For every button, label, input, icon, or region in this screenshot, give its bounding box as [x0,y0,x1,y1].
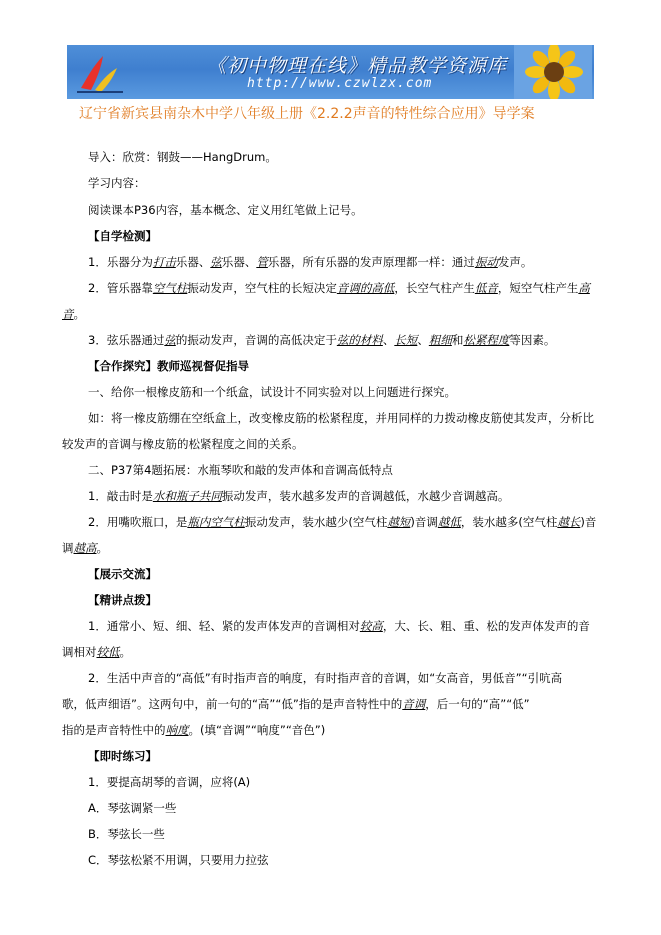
sunflower-image [514,45,592,99]
answer-blank: 音 [62,307,74,321]
task-2-item-1: 1．敲击时是水和瓶子共同振动发声，装水越多发声的音调越低，水越少音调越高。 [88,489,510,503]
answer-blank: 低音 [474,281,498,295]
page-title: 辽宁省新宾县南杂木中学八年级上册《2.2.2声音的特性综合应用》导学案 [79,106,535,122]
answer-blank: 弦的材料 [336,333,383,347]
answer-blank: 粗细 [428,333,452,347]
option-a: A．琴弦调紧一些 [88,801,177,815]
answer-blank: 较低 [96,645,120,659]
key-point-1: 1．通常小、短、细、轻、紧的发声体发声的音调相对较高，大、长、粗、重、松的发声体发声的音 [88,619,590,633]
answer-blank: 越短 [387,515,411,529]
banner-title: 《初中物理在线》精品教学资源库 [207,55,508,77]
reading-instruction: 阅读课本P36内容，基本概念、定义用红笔做上记号。 [88,203,363,217]
banner-url: http://www.czwlzx.com [247,76,433,91]
answer-blank: 高 [578,281,590,295]
answer-blank: 越低 [437,515,461,529]
answer-blank: 较高 [359,619,383,633]
section-cooperative-inquiry: 【合作探究】教师巡视督促指导 [88,359,249,373]
answer-blank: 越高 [73,541,97,555]
section-self-check: 【自学检测】 [88,229,157,243]
inquiry-task-1: 一、给你一根橡皮筋和一个纸盒，试设计不同实验对以上问题进行探究。 [88,385,456,399]
answer-blank: 响度 [165,723,189,737]
item-2-continued: 音。 [62,307,85,321]
inquiry-example-line-1: 如：将一橡皮筋绷在空纸盒上，改变橡皮筋的松紧程度，并用同样的力拨动橡皮筋使其发声，分析比 [88,411,594,425]
item-1-instruments: 1．乐器分为打击乐器、弦乐器、管乐器，所有乐器的发声原理都一样：通过振动发声。 [88,255,533,269]
answer-blank: 音调的高低 [336,281,395,295]
intro-line: 导入：欣赏：钢鼓——HangDrum。 [88,150,277,164]
answer-blank: 振动 [474,255,498,269]
answer-blank: 越长 [557,515,581,529]
item-2-wind-instruments: 2．管乐器靠空气柱振动发声，空气柱的长短决定音调的高低，长空气柱产生低音，短空气柱产生高 [88,281,590,295]
study-content-label: 学习内容： [88,176,146,190]
option-c: C．琴弦松紧不用调，只要用力拉弦 [88,853,269,867]
key-point-2-line-3: 指的是声音特性中的响度。(填“音调”“响度”“音色”) [62,723,326,737]
key-point-1-continued: 调相对较低。 [62,645,131,659]
answer-blank: 打击 [152,255,176,269]
key-point-2-line-1: 2．生活中声音的“高低”有时指声音的响度，有时指声音的音调，如“女高音，男低音”“引吭高 [88,671,563,685]
item-3-string-instruments: 3．弦乐器通过弦的振动发声，音调的高低决定于弦的材料、长短、粗细和松紧程度等因素。 [88,333,556,347]
answer-blank: 管 [256,255,268,269]
answer-blank: 弦 [164,333,176,347]
section-key-points: 【精讲点拨】 [88,593,157,607]
answer-blank: 长短 [394,333,418,347]
answer-blank: 瓶内空气柱 [187,515,245,529]
inquiry-task-2: 二、P37第4题拓展：水瓶琴吹和敲的发声体和音调高低特点 [88,463,393,477]
option-b: B．琴弦长一些 [88,827,165,841]
section-instant-practice: 【即时练习】 [88,749,157,763]
task-2-item-2-continued: 调越高。 [62,541,108,555]
task-2-item-2: 2．用嘴吹瓶口，是瓶内空气柱振动发声，装水越少(空气柱越短)音调越低，装水越多(空气柱越长)音 [88,515,597,529]
answer-blank: 松紧程度 [463,333,510,347]
answer-blank: 音调 [402,697,426,711]
header-banner [67,45,594,99]
key-point-2-line-2: 歌，低声细语”。这两句中，前一句的“高”“低”指的是声音特性中的音调，后一句的“高”“低” [62,697,530,711]
section-show-exchange: 【展示交流】 [88,567,157,581]
answer-blank: 水和瓶子共同 [152,489,222,503]
answer-blank: 空气柱 [152,281,188,295]
site-logo-icon [73,48,127,96]
question-1: 1．要提高胡琴的音调，应将(A) [88,775,251,789]
answer-blank: 弦 [210,255,222,269]
inquiry-example-line-2: 较发声的音调与橡皮筋的松紧程度之间的关系。 [62,437,304,451]
